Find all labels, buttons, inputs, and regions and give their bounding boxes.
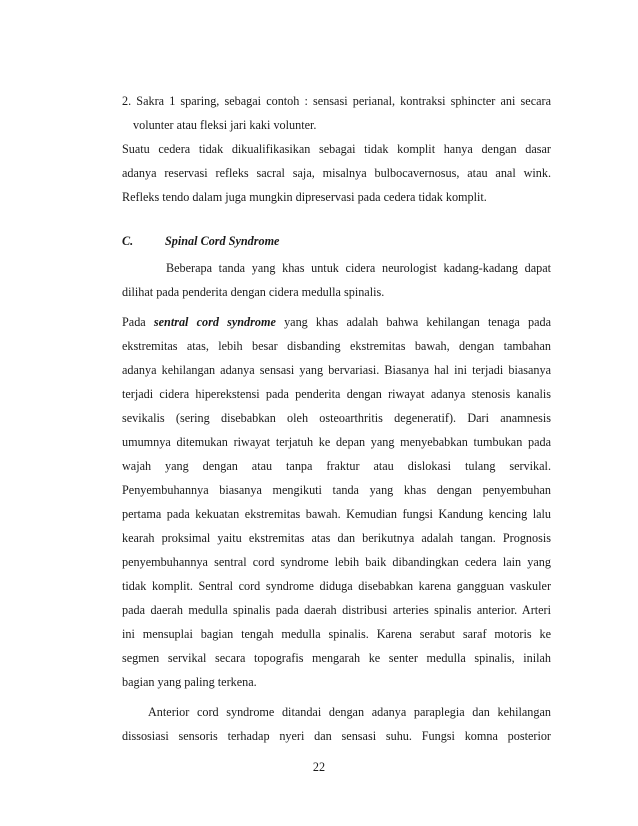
paragraph-3-line: ekstremitas atas, lebih besar disbanding ekstremitas bawah, dengan tambahan (122, 339, 551, 353)
section-number: C. (122, 234, 134, 248)
paragraph-3-line-1 (122, 315, 551, 330)
list-item-line-2: volunter atau fleksi jari kaki volunter. (133, 118, 317, 132)
paragraph-3-line: Penyembuhannya biasanya mengikuti tanda yang khas dengan penyembuhan (122, 483, 551, 497)
section-heading (122, 234, 279, 249)
paragraph-3-prefix: Pada (122, 315, 146, 329)
paragraph-3-line: kearah proksimal yaitu ekstremitas atas dan berikutnya adalah tangan. Prognosis (122, 531, 551, 545)
paragraph-4-line-1: Anterior cord syndrome ditandai dengan adanya paraplegia dan kehilangan (148, 705, 551, 719)
paragraph-3-line: adanya kehilangan adanya sensasi yang bervariasi. Biasanya hal ini terjadi biasanya (122, 363, 551, 377)
paragraph-2-line-2: dilihat pada penderita dengan cidera medulla spinalis. (122, 285, 385, 299)
paragraph-4-line-2: dissosiasi sensoris terhadap nyeri dan sensasi suhu. Fungsi komna posterior (122, 729, 551, 743)
paragraph-3-line: penyembuhannya sentral cord syndrome lebih baik dibandingkan cedera lain yang (122, 555, 551, 569)
paragraph-1-line-1: Suatu cedera tidak dikualifikasikan sebagai tidak komplit hanya dengan dasar (122, 142, 551, 156)
paragraph-1-line-2: adanya reservasi refleks sacral saja, misalnya bulbocavernosus, atau anal wink. (122, 166, 551, 180)
paragraph-3-line: pada daerah medulla spinalis pada daerah distribusi arteries spinalis anterior. Arteri (122, 603, 551, 617)
paragraph-3-line: terjadi cidera hiperekstensi pada penderita dengan riwayat adanya stenosis kanalis (122, 387, 551, 401)
paragraph-3-line: tidak komplit. Sentral cord syndrome diduga disebabkan karena gangguan vaskuler (122, 579, 551, 593)
paragraph-3-line: umumnya ditemukan riwayat terjatuh ke depan yang menyebabkan tumbukan pada (122, 435, 551, 449)
paragraph-2-line-1: Beberapa tanda yang khas untuk cidera neurologist kadang-kadang dapat (166, 261, 551, 275)
paragraph-3-rest: yang khas adalah bahwa kehilangan tenaga pada (284, 315, 552, 329)
paragraph-3-line: ini mensuplai bagian tengah medulla spinalis. Karena serabut saraf motoris ke (122, 627, 551, 641)
paragraph-3-line: wajah yang dengan atau tanpa fraktur atau dislokasi tulang servikal. (122, 459, 551, 473)
paragraph-3-line: sevikalis (sering disebabkan oleh osteoarthritis degeneratif). Dari anamnesis (122, 411, 551, 425)
section-title: Spinal Cord Syndrome (165, 234, 280, 248)
paragraph-3-line: pertama pada kekuatan ekstremitas bawah. Kemudian fungsi Kandung kencing lalu (122, 507, 551, 521)
paragraph-1-line-3: Refleks tendo dalam juga mungkin dipreservasi pada cedera tidak komplit. (122, 190, 487, 204)
list-item-line-1: 2. Sakra 1 sparing, sebagai contoh : sensasi perianal, kontraksi sphincter ani secara (122, 94, 551, 108)
paragraph-3-line: bagian yang paling terkena. (122, 675, 257, 689)
paragraph-3-emphasis: sentral cord syndrome (153, 315, 276, 329)
page-number: 22 (312, 760, 326, 774)
paragraph-3-line: segmen servikal secara topografis mengarah ke senter medulla spinalis, inilah (122, 651, 551, 665)
